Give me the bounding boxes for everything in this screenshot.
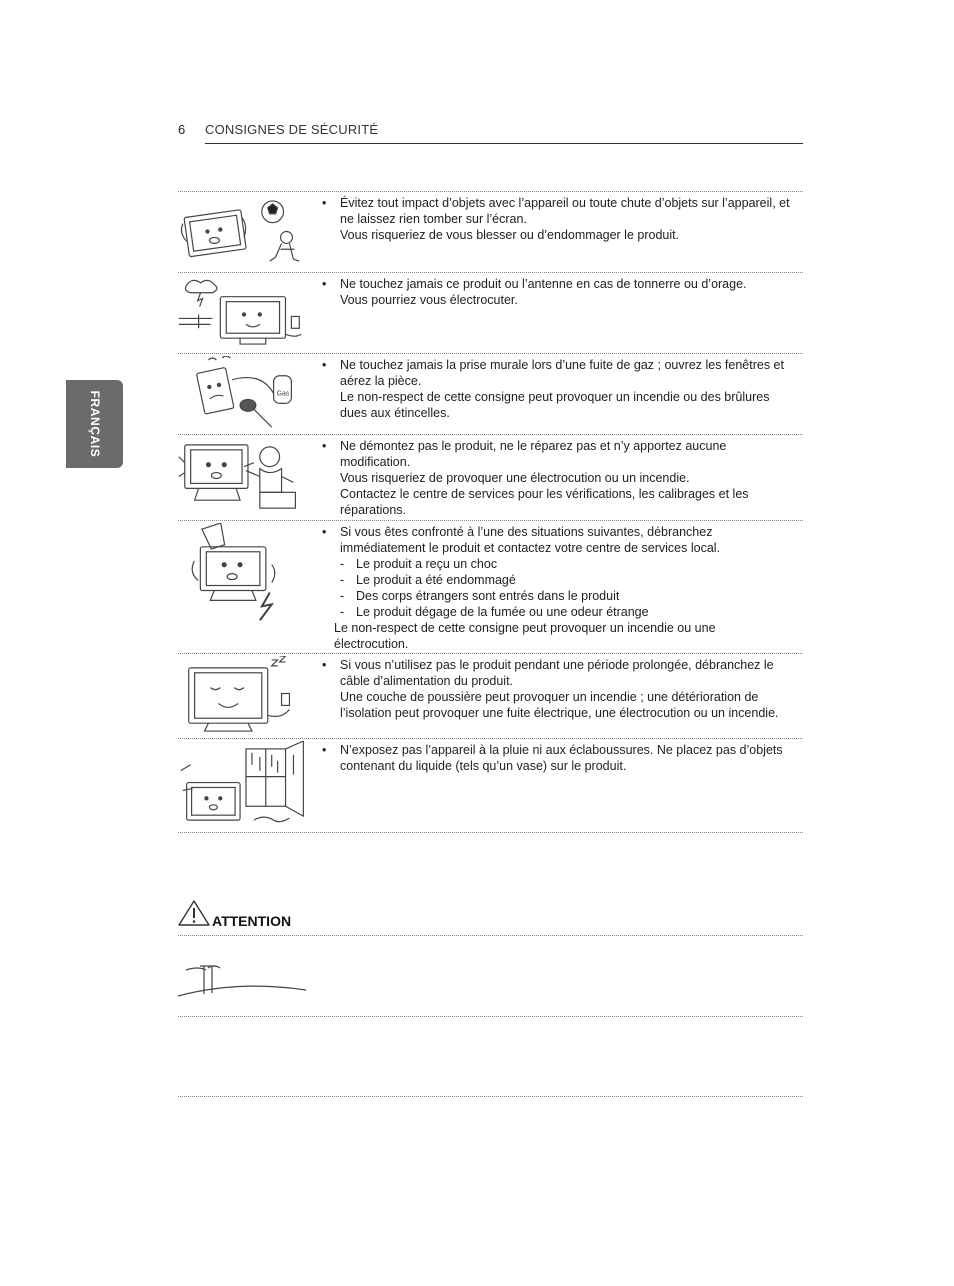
item-paragraph: Si vous n’utilisez pas le produit pendant une période prolongée, débranchez le câble d’alimentation du produit. bbox=[340, 658, 774, 688]
safety-list bbox=[178, 191, 803, 833]
safety-item bbox=[178, 739, 803, 833]
sub-item bbox=[340, 572, 793, 588]
bullet-marker: • bbox=[322, 277, 327, 291]
header-rule bbox=[205, 143, 803, 144]
sub-item-text: Le produit a reçu un choc bbox=[356, 557, 498, 571]
dash-marker: - bbox=[340, 557, 345, 571]
safety-item bbox=[178, 654, 803, 739]
safety-item bbox=[178, 521, 803, 654]
sub-item bbox=[340, 604, 793, 620]
sub-item bbox=[340, 588, 793, 604]
bullet-marker: • bbox=[322, 196, 327, 210]
item-paragraph: N’exposez pas l’appareil à la pluie ni aux éclaboussures. Ne placez pas d’objets contenant du liquide (tels qu’un vase) sur le produit. bbox=[340, 743, 783, 773]
safety-item bbox=[178, 273, 803, 354]
divider bbox=[178, 1096, 803, 1097]
safety-item bbox=[178, 192, 803, 273]
warning-triangle-icon bbox=[178, 900, 210, 926]
section-title: CONSIGNES DE SÉCURITÉ bbox=[205, 122, 379, 137]
divider bbox=[178, 1016, 803, 1017]
dash-marker: - bbox=[340, 605, 345, 619]
sub-item-text: Le produit dégage de la fumée ou une odeur étrange bbox=[356, 605, 649, 619]
unplug-sleeping-tv-illustration bbox=[178, 656, 313, 736]
safety-item-text bbox=[322, 357, 793, 421]
gas-leak-outlet-illustration bbox=[178, 356, 313, 432]
falling-objects-illustration bbox=[178, 194, 313, 270]
item-paragraph: Ne touchez jamais la prise murale lors d’une fuite de gaz ; ouvrez les fenêtres et aérez la pièce. bbox=[340, 358, 784, 388]
page-number: 6 bbox=[178, 122, 186, 137]
item-paragraph: Ne touchez jamais ce produit ou l’antenne en cas de tonnerre ou d’orage. bbox=[340, 277, 747, 291]
item-paragraph: Si vous êtes confronté à l’une des situations suivantes, débranchez immédiatement le produit et contactez votre centre de services local. bbox=[340, 525, 721, 555]
safety-item-text bbox=[322, 657, 793, 721]
safety-item-text bbox=[322, 276, 793, 308]
item-note: Le non-respect de cette consigne peut provoquer un incendie ou une électrocution. bbox=[334, 621, 716, 651]
language-tab bbox=[66, 380, 123, 468]
divider bbox=[178, 935, 803, 936]
bullet-marker: • bbox=[322, 658, 327, 672]
svg-text:Gas: Gas bbox=[276, 390, 290, 398]
thunderstorm-antenna-illustration bbox=[178, 275, 313, 351]
item-paragraph: Contactez le centre de services pour les vérifications, les calibrages et les réparations. bbox=[340, 487, 749, 517]
language-tab-label: FRANÇAIS bbox=[87, 390, 102, 458]
safety-item-text bbox=[322, 742, 793, 774]
item-paragraph: Vous risqueriez de provoquer une électrocution ou un incendie. bbox=[340, 471, 690, 485]
item-paragraph: Évitez tout impact d’objets avec l’appareil ou toute chute d’objets sur l’appareil, et ne laissez rien tomber sur l’écran. bbox=[340, 196, 790, 226]
damaged-product-illustration bbox=[178, 523, 313, 651]
bullet-marker: • bbox=[322, 358, 327, 372]
antenna-ground-illustration bbox=[178, 960, 308, 1000]
attention-label: ATTENTION bbox=[212, 913, 292, 929]
dash-marker: - bbox=[340, 573, 345, 587]
bullet-marker: • bbox=[322, 439, 327, 453]
safety-item-text bbox=[322, 438, 793, 518]
item-paragraph: Ne démontez pas le produit, ne le réparez pas et n’y apportez aucune modification. bbox=[340, 439, 727, 469]
bullet-marker: • bbox=[322, 743, 327, 757]
sub-item-text: Le produit a été endommagé bbox=[356, 573, 516, 587]
item-paragraph: Une couche de poussière peut provoquer un incendie ; une détérioration de l’isolation peut provoquer une fuite électrique, une électrocution ou un incendie. bbox=[340, 690, 779, 720]
bullet-marker: • bbox=[322, 525, 327, 539]
rain-window-illustration bbox=[178, 741, 313, 830]
safety-item-text bbox=[322, 195, 793, 243]
dash-marker: - bbox=[340, 589, 345, 603]
item-paragraph: Vous risqueriez de vous blesser ou d’endommager le produit. bbox=[340, 228, 680, 242]
safety-item bbox=[178, 435, 803, 521]
sub-item bbox=[340, 556, 793, 572]
sub-item-text: Des corps étrangers sont entrés dans le produit bbox=[356, 589, 620, 603]
safety-item-text bbox=[322, 524, 793, 652]
item-paragraph: Vous pourriez vous électrocuter. bbox=[340, 293, 518, 307]
disassembly-repair-illustration bbox=[178, 437, 313, 518]
page-header bbox=[178, 122, 803, 146]
item-paragraph: Le non-respect de cette consigne peut provoquer un incendie ou des brûlures dues aux étincelles. bbox=[340, 390, 770, 420]
safety-item bbox=[178, 354, 803, 435]
